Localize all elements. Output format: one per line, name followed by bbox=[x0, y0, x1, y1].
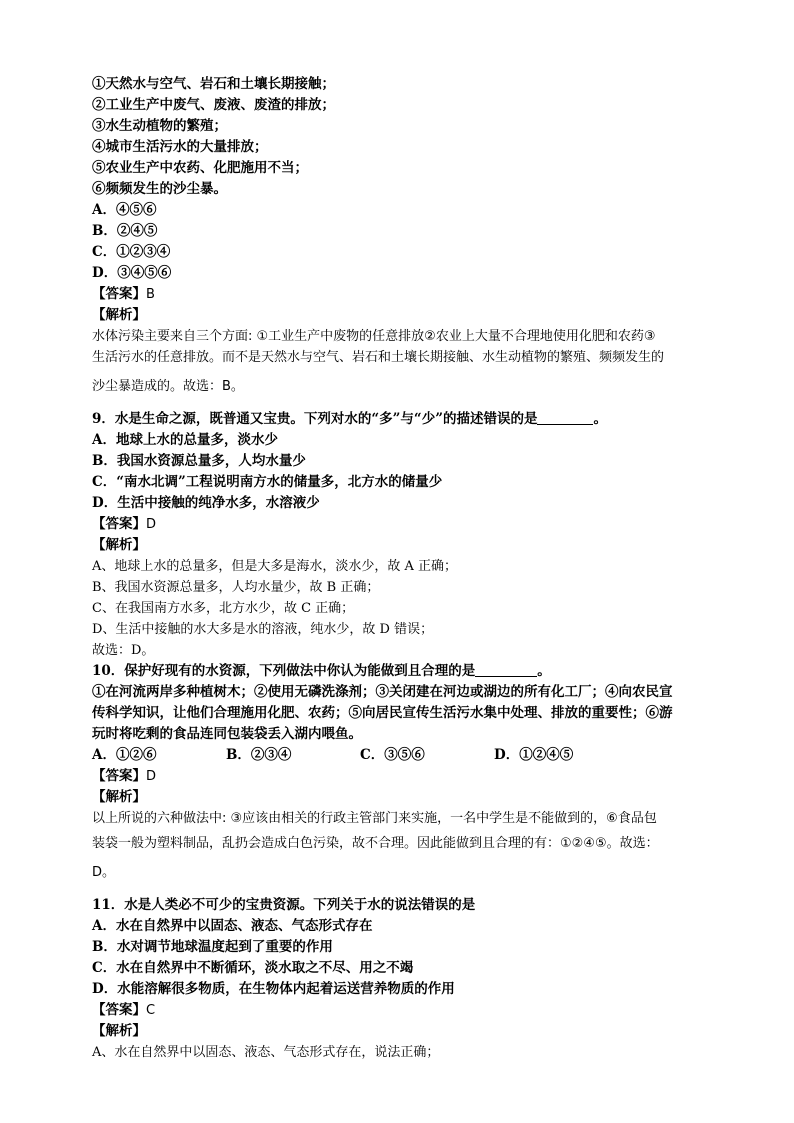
q10-analysis-line-2: 装袋一般为塑料制品，乱扔会造成白色污染，故不合理。因此能做到且合理的有：①②④⑤。故选： bbox=[92, 836, 659, 851]
q10-option-d: D．①②④⑤ bbox=[494, 747, 574, 763]
q11-answer bbox=[92, 1000, 714, 1021]
answer-value: D bbox=[146, 517, 157, 532]
q8-option-b: B．②④⑤ bbox=[92, 223, 158, 239]
q8-item-5: ⑤农业生产中农药、化肥施用不当； bbox=[92, 160, 308, 176]
answer-label: 【答案】 bbox=[92, 1002, 146, 1018]
q8-analysis-line-2: 生活污水的任意排放。而不是天然水与空气、岩石和土壤长期接触、水生动植物的繁殖、频频发生的 bbox=[92, 350, 665, 365]
answer-blank bbox=[537, 410, 593, 425]
q11-stem: 11．水是人类必不可少的宝贵资源。下列关于水的说法错误的是 bbox=[92, 897, 476, 913]
q9-answer bbox=[92, 514, 714, 535]
q10-body-line-3: 玩时将吃剩的食品连同包装袋丢入湖内喂鱼。 bbox=[92, 726, 362, 742]
q8-item-6: ⑥频频发生的沙尘暴。 bbox=[92, 181, 227, 197]
q8-analysis-line-1: 水体污染主要来自三个方面: ①工业生产中废物的任意排放②农业上大量不合理地使用化肥和农药③ bbox=[92, 329, 656, 344]
q10-option-c: C．③⑤⑥ bbox=[360, 747, 425, 763]
q8-option-d: D．③④⑤⑥ bbox=[92, 265, 172, 281]
q10-block bbox=[92, 661, 714, 883]
q11-analysis-line-1: A、水在自然界中以固态、液态、气态形式存在，说法正确； bbox=[92, 1045, 440, 1060]
q10-analysis-line-3: D。 bbox=[92, 865, 116, 880]
q11-option-b: B．水对调节地球温度起到了重要的作用 bbox=[92, 939, 333, 955]
q9-option-c: C．“南水北调”工程说明南方水的储量多，北方水的储量少 bbox=[92, 474, 443, 490]
q10-stem-end: 。 bbox=[537, 663, 551, 679]
q9-analysis-line-5: 故选：D。 bbox=[92, 643, 155, 658]
q8-item-4: ④城市生活污水的大量排放； bbox=[92, 139, 268, 155]
q8-item-3: ③水生动植物的繁殖； bbox=[92, 118, 227, 134]
q10-body-line-2: 传科学知识，让他们合理施用化肥、农药；⑤向居民宣传生活污水集中处理、排放的重要性；⑥游 bbox=[92, 705, 673, 721]
q10-body-line-1: ①在河流两岸多种植树木；②使用无磷洗涤剂；③关闭建在河边或湖边的所有化工厂；④向农民宣 bbox=[92, 684, 673, 700]
q9-analysis-line-1: A、地球上水的总量多，但是大多是海水，淡水少，故 A 正确； bbox=[92, 559, 458, 574]
q9-stem bbox=[92, 409, 714, 430]
q11-analysis-label: 【解析】 bbox=[92, 1023, 146, 1039]
q10-options-row bbox=[92, 745, 714, 766]
q8-analysis-label: 【解析】 bbox=[92, 307, 146, 323]
answer-label: 【答案】 bbox=[92, 516, 146, 532]
q11-block bbox=[92, 895, 714, 1063]
q10-analysis-label: 【解析】 bbox=[92, 789, 146, 805]
q9-analysis-line-4: D、生活中接触的水大多是水的溶液，纯水少，故 D 错误； bbox=[92, 622, 434, 637]
q10-answer bbox=[92, 766, 714, 787]
q9-option-a: A．地球上水的总量多，淡水少 bbox=[92, 432, 278, 448]
q8-item-1: ①天然水与空气、岩石和土壤长期接触； bbox=[92, 76, 335, 92]
q11-option-c: C．水在自然界中不断循环，淡水取之不尽、用之不竭 bbox=[92, 960, 414, 976]
q11-option-d: D．水能溶解很多物质，在生物体内起着运送营养物质的作用 bbox=[92, 981, 455, 997]
q9-option-d: D．生活中接触的纯净水多，水溶液少 bbox=[92, 495, 320, 511]
answer-value: C bbox=[146, 1003, 156, 1018]
answer-label: 【答案】 bbox=[92, 286, 146, 302]
q9-analysis-line-2: B、我国水资源总量多，人均水量少，故 B 正确； bbox=[92, 580, 380, 595]
q10-analysis-line-1: 以上所说的六种做法中: ③应该由相关的行政主管部门来实施，一名中学生是不能做到的，⑥食品包 bbox=[92, 811, 657, 826]
q9-analysis-line-3: C、在我国南方水多，北方水少，故 C 正确； bbox=[92, 601, 355, 616]
q9-analysis-label: 【解析】 bbox=[92, 537, 146, 553]
q11-option-a: A．水在自然界中以固态、液态、气态形式存在 bbox=[92, 918, 373, 934]
q9-block bbox=[92, 409, 714, 661]
q8-option-c: C．①②③④ bbox=[92, 244, 171, 260]
answer-value: B bbox=[146, 287, 155, 302]
q9-stem-end: 。 bbox=[593, 411, 607, 427]
q8-analysis-line-3: 沙尘暴造成的。故选：B。 bbox=[92, 379, 244, 394]
q8-item-2: ②工业生产中废气、废液、废渣的排放； bbox=[92, 97, 335, 113]
q10-stem bbox=[92, 661, 714, 682]
q10-option-b: B．②③④ bbox=[226, 747, 292, 763]
q8-block bbox=[92, 74, 714, 397]
q10-option-a: A．①②⑥ bbox=[92, 747, 157, 763]
q8-answer bbox=[92, 284, 714, 305]
answer-value: D bbox=[146, 769, 157, 784]
document-page bbox=[92, 74, 714, 1063]
q9-stem-text: 9．水是生命之源，既普通又宝贵。下列对水的“多”与“少”的描述错误的是 bbox=[92, 411, 538, 427]
q10-stem-text: 10．保护好现有的水资源，下列做法中你认为能做到且合理的是 bbox=[92, 663, 476, 679]
answer-label: 【答案】 bbox=[92, 768, 146, 784]
answer-blank bbox=[475, 662, 537, 677]
q9-option-b: B．我国水资源总量多，人均水量少 bbox=[92, 453, 306, 469]
q8-option-a: A．④⑤⑥ bbox=[92, 202, 157, 218]
